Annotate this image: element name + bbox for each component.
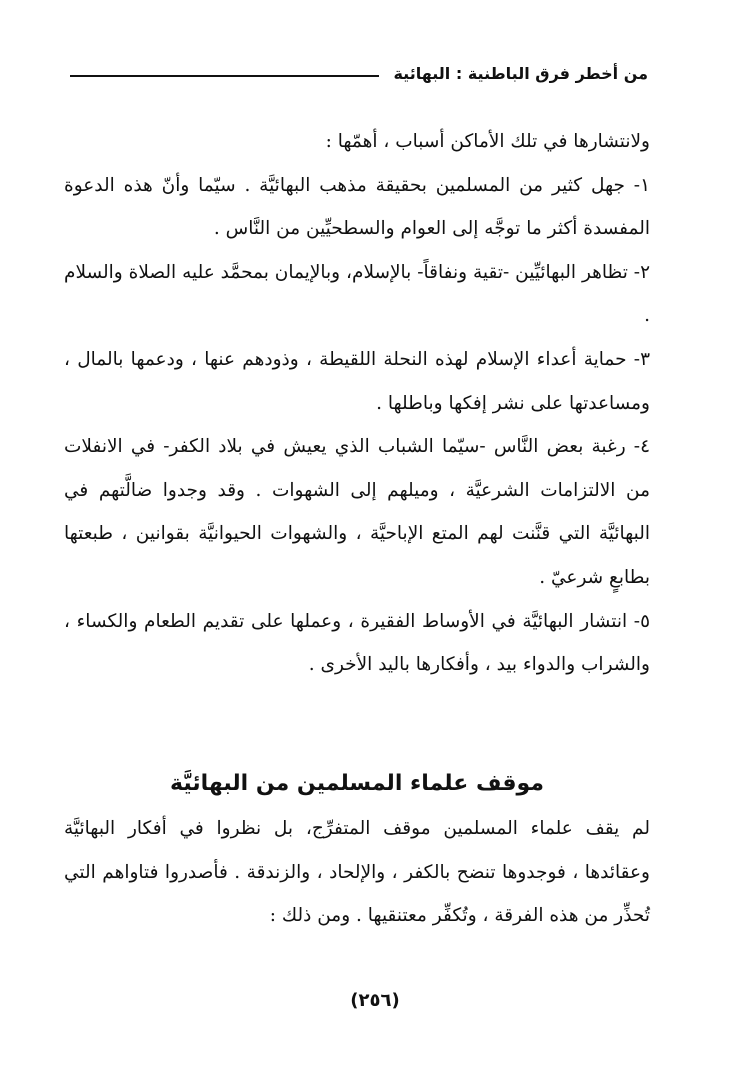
header-rule [70,75,379,77]
list-item-3: ٣- حماية أعداء الإسلام لهذه النحلة اللقيطة ، وذودهم عنها ، ودعمها بالمال ، ومساعدتها على نشر إفكها وباطلها . [64,348,650,414]
list-item-5: ٥- انتشار البهائيَّة في الأوساط الفقيرة ، وعملها على تقديم الطعام والكساء ، والشراب والدواء بيد ، وأفكارها باليد الأخرى . [64,610,650,676]
section-body [64,807,650,938]
list-item-1: ١- جهل كثير من المسلمين بحقيقة مذهب البهائيَّة . سيّما وأنّ هذه الدعوة المفسدة أكثر ما توجَّه إلى العوام والسطحيِّين من النَّاس . [64,174,650,240]
section-paragraph: لم يقف علماء المسلمين موقف المتفرِّج، بل نظروا في أفكار البهائيَّة وعقائدها ، فوجدوها تنضح بالكفر ، والإلحاد ، والزندقة . فأصدروا فتاواهم التي تُحذِّر من هذه الفرقة ، وتُكفِّر معتنقيها . ومن ذلك : [64,818,650,927]
running-header-title: من أخطر فرق الباطنية : البهائية [393,63,648,83]
running-header [70,58,648,88]
list-item-4: ٤- رغبة بعض النَّاس -سيّما الشباب الذي يعيش في بلاد الكفر- في الانفلات من الالتزامات الشرعيَّة ، وميلهم إلى الشهوات . وقد وجدوا ضالَّتهم في البهائيَّة التي قنَّنت لهم المتع الإباحيَّة ، والشهوات الحيوانيَّة بقوانين ، طبعتها بطابعٍ شرعيّ . [64,436,650,588]
body-text [64,120,650,687]
list-item-2: ٢- تظاهر البهائيِّين -تقية ونفاقاً- بالإسلام، وبالإيمان بمحمَّد عليه الصلاة والسلام . [64,261,650,327]
section-heading: موقف علماء المسلمين من البهائيَّة [170,771,544,796]
intro-paragraph: ولانتشارها في تلك الأماكن أسباب ، أهمّها : [325,131,650,152]
page-number: (٢٥٦) [350,990,400,1011]
